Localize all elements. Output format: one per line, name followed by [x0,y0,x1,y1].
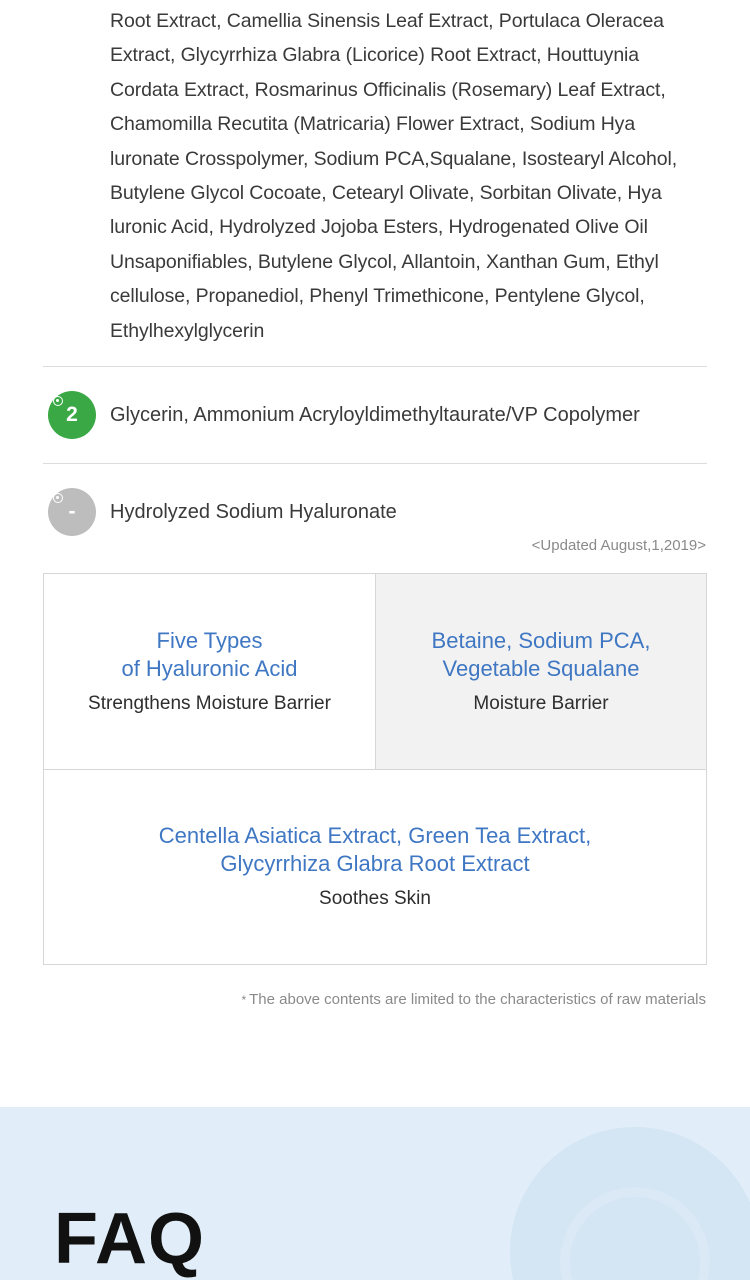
grade-2-row [48,390,708,440]
ingredient-line: Ethylhexylglycerin [110,319,265,342]
asterisk-mark: * [241,993,247,1007]
benefit-title-line: Centella Asiatica Extract, Green Tea Extract, [158,823,592,848]
benefit-description: Soothes Skin [319,888,431,909]
ingredient-line: Unsaponifiables, Butylene Glycol, Allantoin, Xanthan Gum, Ethyl [110,250,659,273]
ewg-grade-2-badge [48,391,96,439]
faq-heading: FAQ [54,1199,206,1279]
section-divider [43,366,707,367]
disclaimer [241,991,706,1008]
benefit-title-line: Betaine, Sodium PCA, [431,627,651,653]
benefit-cell-betaine [376,574,706,770]
benefit-description: Strengthens Moisture Barrier [88,692,331,714]
faq-section [0,1107,750,1280]
benefit-grid [43,573,707,965]
ingredient-line: luronate Crosspolymer, Sodium PCA,Squalane, Isostearyl Alcohol, [110,147,678,170]
updated-date: <Updated August,1,2019> [531,537,706,554]
ingredient-list-grade-1 [110,4,715,348]
ingredient-line: Cordata Extract, Rosmarinus Officinalis (Rosemary) Leaf Extract, [110,78,666,101]
ingredient-line: Extract, Glycyrrhiza Glabra (Licorice) Root Extract, Houttuynia [110,44,640,67]
benefit-title-line: Glycyrrhiza Glabra Root Extract [220,851,530,876]
ingredient-line: Root Extract, Camellia Sinensis Leaf Extract, Portulaca Oleracea [110,10,664,32]
benefit-description: Moisture Barrier [473,692,609,714]
ingredient-line: luronic Acid, Hydrolyzed Jojoba Esters, Hydrogenated Olive Oil [110,216,648,239]
ingredient-line: Butylene Glycol Cocoate, Cetearyl Olivate, Sorbitan Olivate, Hya [110,182,662,205]
badge-grade-number: - [68,500,76,523]
benefit-cell-centella [44,770,706,964]
benefit-cell-hyaluronic [44,574,376,770]
ewg-grade-unrated-badge [48,488,96,536]
badge-grade-number: 2 [66,403,78,426]
benefit-title-line: of Hyaluronic Acid [121,655,298,681]
benefit-title-line: Vegetable Squalane [442,655,640,681]
ingredient-line: cellulose, Propanediol, Phenyl Trimethicone, Pentylene Glycol, [110,285,645,308]
grade-unrated-row [48,487,708,537]
grade-unrated-ingredients: Hydrolyzed Sodium Hyaluronate [110,500,397,523]
benefit-title-line: Five Types [156,627,263,653]
grade-2-ingredients: Glycerin, Ammonium Acryloyldimethyltaurate/VP Copolymer [110,403,640,426]
disclaimer-text: The above contents are limited to the characteristics of raw materials [249,991,706,1008]
ingredient-line: Chamomilla Recutita (Matricaria) Flower Extract, Sodium Hya [110,113,636,136]
section-divider [43,463,707,464]
